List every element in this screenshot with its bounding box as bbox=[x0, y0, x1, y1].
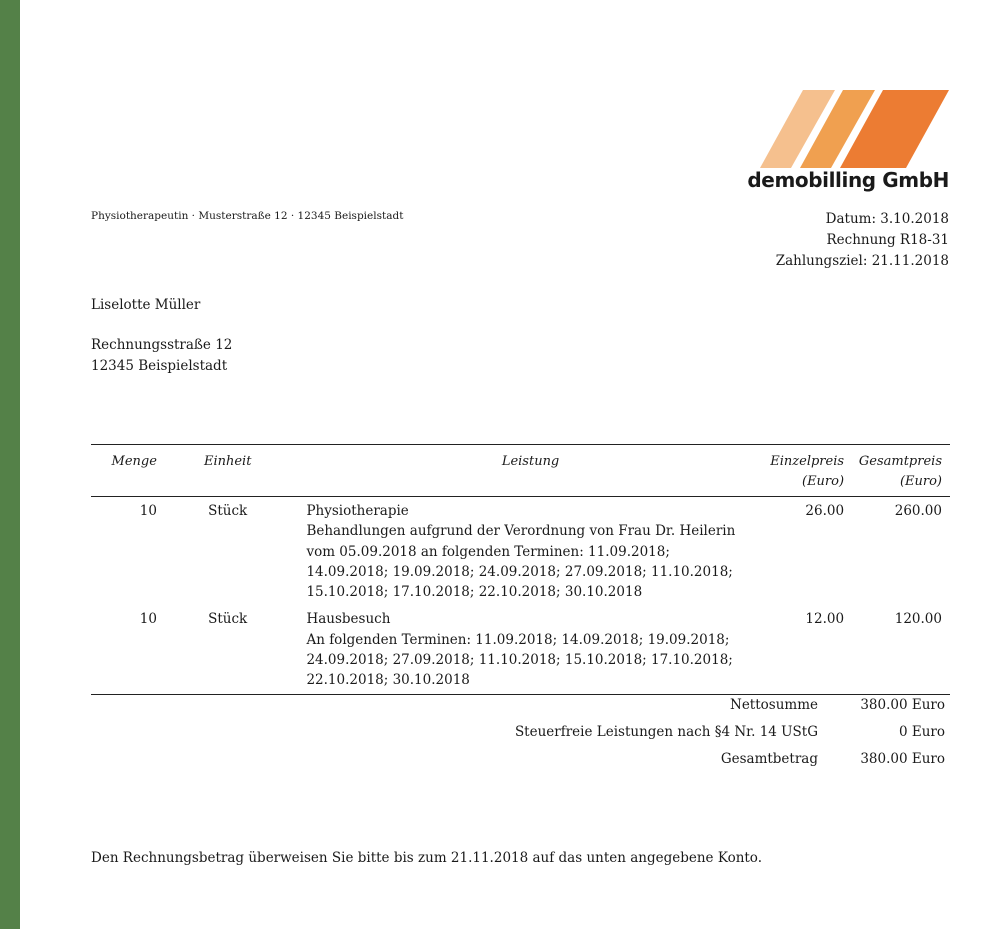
tax-exempt-label: Steuerfreie Leistungen nach §4 Nr. 14 UStG bbox=[514, 724, 818, 740]
header-unit-price-currency: (Euro) bbox=[802, 474, 845, 489]
row-total: 120.00 bbox=[894, 611, 942, 628]
net-sum-value: 380.00 Euro bbox=[860, 697, 945, 713]
header-total-price-label: Gesamtpreis bbox=[858, 454, 942, 469]
invoice-number: Rechnung R18-31 bbox=[826, 232, 949, 248]
totals-block bbox=[91, 697, 950, 778]
recipient-city: 12345 Beispielstadt bbox=[91, 358, 228, 374]
row-service bbox=[298, 602, 754, 694]
recipient-name: Liselotte Müller bbox=[91, 297, 201, 313]
row-unit-price: 12.00 bbox=[805, 611, 845, 628]
company-name: demobilling GmbH bbox=[747, 168, 949, 192]
row-service-title: Hausbesuch bbox=[306, 611, 391, 628]
row-service-description: Behandlungen aufgrund der Verordnung von Frau Dr. Heilerin vom 05.09.2018 an folgenden Terminen: 11.09.2018; 14.09.2018; 19.09.2018; 24.09.2018; 27.09.2018; 11.10.2018; 15.10.2018; 17.10.2018; 22.10.2018; 30.10.2018 bbox=[306, 523, 736, 601]
logo-stripes-icon bbox=[755, 88, 955, 170]
header-unit: Einheit bbox=[203, 454, 252, 469]
invoice-items-table bbox=[91, 444, 950, 695]
grand-total-label: Gesamtbetrag bbox=[720, 751, 818, 767]
header-total-price bbox=[848, 445, 950, 497]
header-service: Leistung bbox=[501, 454, 560, 469]
grand-total-value: 380.00 Euro bbox=[860, 751, 945, 767]
table-row bbox=[91, 602, 950, 694]
payment-due: Zahlungsziel: 21.11.2018 bbox=[775, 253, 949, 269]
header-unit-price-label: Einzelpreis bbox=[770, 454, 845, 469]
row-total: 260.00 bbox=[894, 503, 942, 519]
header-unit-price bbox=[755, 445, 848, 497]
payment-instruction: Den Rechnungsbetrag überweisen Sie bitte bis zum 21.11.2018 auf das unten angegebene Konto. bbox=[91, 850, 762, 866]
totals-row-tax-exempt bbox=[91, 724, 950, 751]
net-sum-label: Nettosumme bbox=[730, 697, 818, 713]
header-qty: Menge bbox=[111, 454, 157, 469]
row-unit-price: 26.00 bbox=[805, 503, 845, 519]
row-qty: 10 bbox=[139, 611, 157, 628]
invoice-date: Datum: 3.10.2018 bbox=[825, 211, 949, 227]
left-color-bar bbox=[0, 0, 20, 929]
table-row bbox=[91, 497, 950, 603]
sender-address-line: Physiotherapeutin · Musterstraße 12 · 12345 Beispielstadt bbox=[91, 210, 404, 222]
recipient-address bbox=[91, 295, 232, 377]
row-unit: Stück bbox=[208, 611, 248, 628]
company-logo bbox=[747, 88, 955, 198]
tax-exempt-value: 0 Euro bbox=[898, 724, 945, 740]
table-header-row bbox=[91, 445, 950, 497]
invoice-meta bbox=[776, 209, 949, 272]
totals-row-net bbox=[91, 697, 950, 724]
row-service-description: An folgenden Terminen: 11.09.2018; 14.09.2018; 19.09.2018; 24.09.2018; 27.09.2018; 11.10.2018; 15.10.2018; 17.10.2018; 22.10.2018; 30.10.2018 bbox=[306, 631, 733, 689]
row-service-title: Physiotherapie bbox=[306, 503, 409, 519]
header-total-price-currency: (Euro) bbox=[899, 474, 942, 489]
row-unit: Stück bbox=[208, 503, 248, 519]
row-service bbox=[298, 497, 754, 603]
row-qty: 10 bbox=[139, 503, 157, 519]
totals-row-grand bbox=[91, 751, 950, 778]
recipient-street: Rechnungsstraße 12 bbox=[91, 337, 233, 353]
